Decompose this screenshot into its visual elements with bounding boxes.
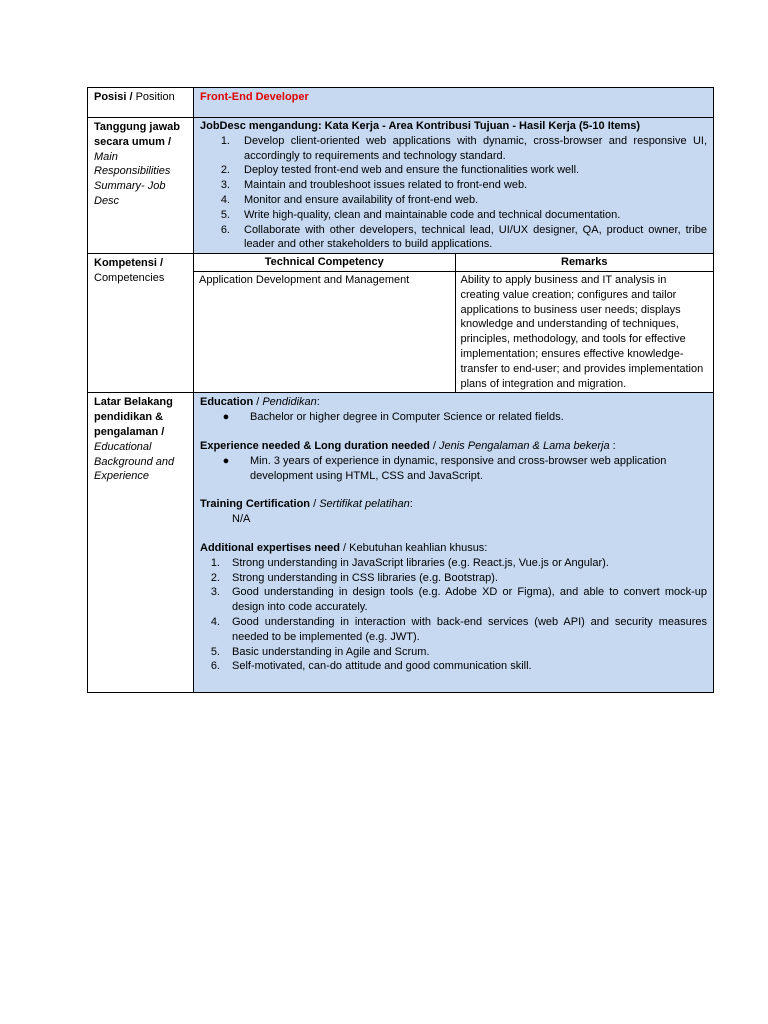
list-item: 4. Good understanding in interaction with back-end services (web API) and security measures needed to be implemented (e.g. JWT).: [210, 615, 707, 643]
job-description-table: [87, 87, 714, 693]
additional-list: [200, 556, 707, 674]
position-row: [88, 88, 714, 118]
responsibilities-label: [88, 118, 194, 254]
list-item: 4. Monitor and ensure availability of front-end web.: [220, 193, 479, 206]
list-item: 6. Collaborate with other developers, technical lead, UI/UX designer, QA, product owner, tribe leader and other stakeholders to build applications.: [220, 223, 707, 251]
competencies-cell: [194, 254, 714, 393]
experience-list: [200, 454, 707, 484]
position-title: Front-End Developer: [200, 91, 309, 103]
list-item: 1. Strong understanding in JavaScript libraries (e.g. React.js, Vue.js or Angular).: [210, 556, 609, 569]
background-label-bold: Latar Belakang pendidikan & pengalaman /: [94, 396, 173, 438]
competencies-label-bold: Kompetensi /: [94, 257, 164, 270]
background-label-italic: Educational Background and Experience: [94, 440, 175, 483]
experience-title: Experience needed & Long duration needed / Jenis Pengalaman & Lama bekerja :: [200, 439, 616, 452]
remarks-header: Remarks: [455, 254, 713, 271]
list-item: 5. Basic understanding in Agile and Scrum.: [210, 645, 430, 658]
competencies-row: [88, 254, 714, 393]
responsibilities-row: [88, 118, 714, 254]
additional-title: Additional expertises need / Kebutuhan keahlian khusus:: [200, 541, 488, 554]
responsibilities-label-italic: Main Responsibilities Summary- Job Desc: [94, 150, 171, 207]
list-item: 3. Good understanding in design tools (e.g. Adobe XD or Figma), and able to convert mock-up design into code accurately.: [210, 586, 707, 614]
education-title: Education / Pendidikan:: [200, 396, 320, 409]
education-list: [200, 410, 707, 425]
responsibilities-header: JobDesc mengandung: Kata Kerja - Area Kontribusi Tujuan - Hasil Kerja (5-10 Items): [200, 120, 641, 132]
training-value: N/A: [232, 513, 251, 526]
background-row: [88, 393, 714, 693]
competencies-label-plain: Competencies: [94, 271, 165, 284]
list-item: 2. Strong understanding in CSS libraries (e.g. Bootstrap).: [210, 571, 498, 584]
competencies-label: [88, 254, 194, 393]
position-label: [88, 88, 194, 118]
responsibilities-cell: [194, 118, 714, 254]
position-label-bold: Posisi /: [94, 91, 133, 103]
competencies-table: [194, 254, 713, 392]
list-item: ● Bachelor or higher degree in Computer Science or related fields.: [222, 411, 564, 424]
remarks-value: Ability to apply business and IT analysis in creating value creation; configures and tailor applications to business user needs; displays knowledge and understanding of techniques, principles, methodology, and tools for effective implementation; ensures effective knowledge-transfer to end-user; and provides implementation plans of integration and migration.: [455, 271, 713, 392]
list-item: 5. Write high-quality, clean and maintainable code and technical documentation.: [220, 208, 621, 221]
position-label-plain: Position: [132, 91, 175, 103]
list-item: ● Min. 3 years of experience in dynamic, responsive and cross-browser web application development using HTML, CSS and JavaScript.: [222, 454, 667, 482]
list-item: 6. Self-motivated, can-do attitude and good communication skill.: [210, 660, 532, 673]
list-item: 1. Develop client-oriented web applications with dynamic, cross-browser and responsive UI, accordingly to requirements and technology standard.: [220, 134, 707, 162]
background-label: [88, 393, 194, 693]
training-title: Training Certification / Sertifikat pelatihan:: [200, 498, 413, 511]
responsibilities-list: [200, 134, 707, 252]
technical-competency-header: Technical Competency: [194, 254, 455, 271]
position-value-cell: [194, 88, 714, 118]
technical-competency-value: Application Development and Management: [194, 271, 455, 392]
responsibilities-label-bold: Tanggung jawab secara umum /: [94, 121, 180, 148]
list-item: 3. Maintain and troubleshoot issues related to front-end web.: [220, 179, 528, 192]
background-cell: [194, 393, 714, 693]
list-item: 2. Deploy tested front-end web and ensure the functionalities work well.: [220, 164, 580, 177]
